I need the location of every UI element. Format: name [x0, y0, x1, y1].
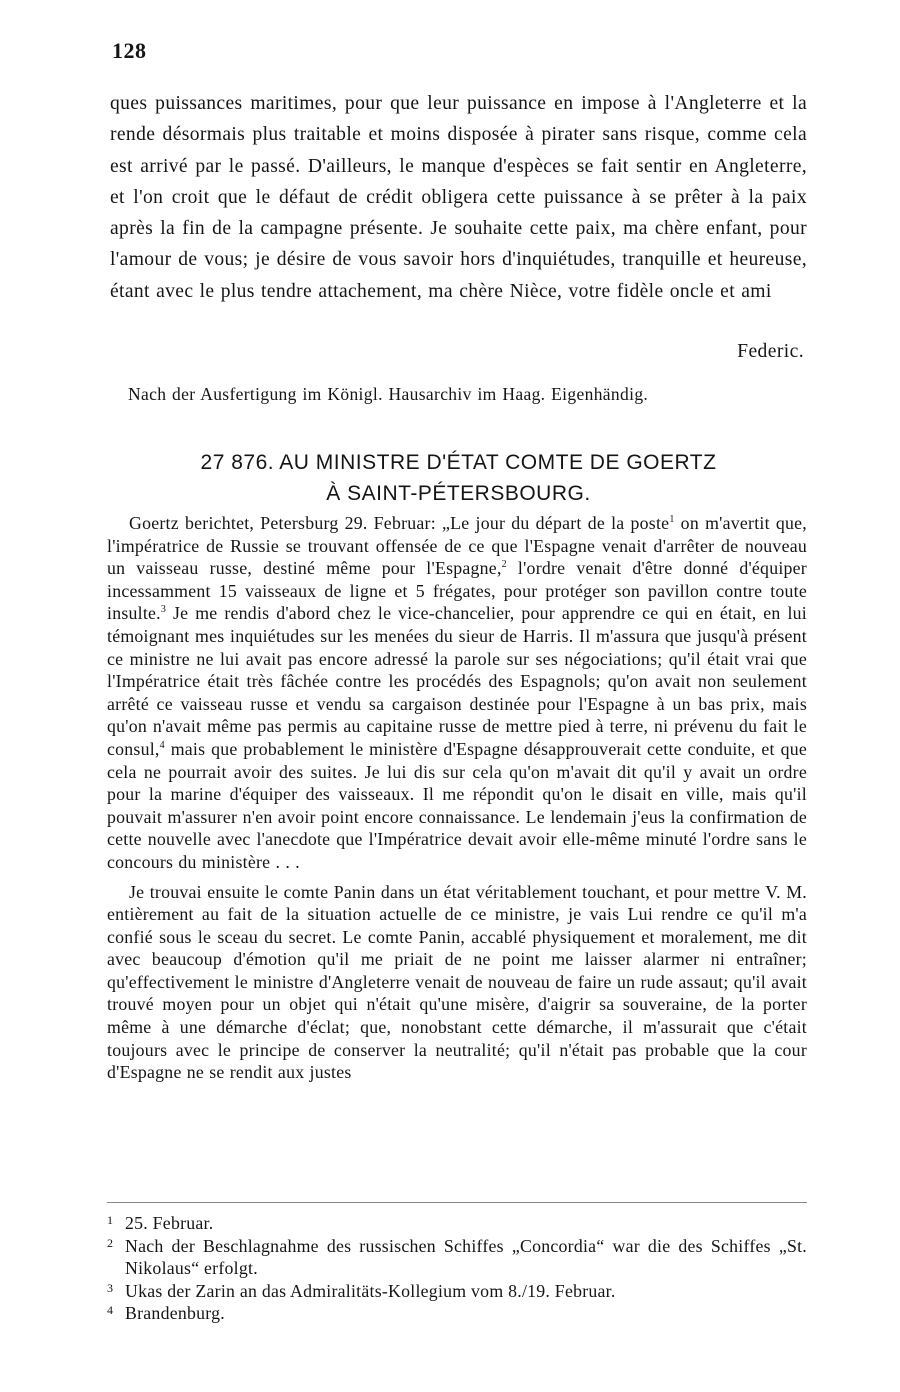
footnote-item — [107, 1212, 807, 1235]
report-p1-part-e: mais que probablement le ministère d'Espagne désapprouverait cette conduite, et que cela ne pourrait avoir des suites. Je lui dis sur cela qu'on m'avait dit qu'il y avait un ordre pour la marine d'équiper des vaisseaux. Il me répondit qu'on le disait en ville, mais qu'il pouvait m'assurer n'en avoir point encore connaissance. Le lendemain j'eus la confirmation de cette nouvelle avec l'anecdote que l'Impératrice devait avoir elle-même minuté l'ordre sans le concours du ministère . . . — [107, 738, 807, 872]
report-paragraph-2: Je trouvai ensuite le comte Panin dans un état véritablement touchant, et pour mettre V. M. entièrement au fait de la situation actuelle de ce ministre, je vais Lui rendre ce qu'il m'a confié sous le sceau du secret. Le comte Panin, accablé physiquement et moralement, me dit avec beaucoup d'émotion qu'il me priait de ne point me laisser alarmer ni entraîner; qu'effectivement le ministre d'Angleterre venait de nouveau de faire un rude assaut; qu'il avait trouvé moyen pour un objet qui n'était qu'une misère, d'aigrir sa souveraine, de la porter même à une démarche d'éclat; que, nonobstant cette démarche, il m'assurait que c'était toujours avec le principe de conserver la neutralité; qu'il n'était pas probable que la cour d'Espagne ne se rendit aux justes — [107, 881, 807, 1083]
footnote-marker-4: 4 — [159, 740, 165, 752]
footnotes — [107, 1212, 807, 1325]
report-p1-part-d: Je me rendis d'abord chez le vice-chancelier, pour apprendre ce qui en était, en lui témoignant mes inquiétudes sur les menées du sieur de Harris. Il m'assura que jusqu'à présent ce ministre ne lui avait pas encore adressé la parole sur ses négociations; qu'il était vrai que l'Impératrice était très fâchée contre les procédés des Espagnols; qu'on avait non seulement arrêté ce vaisseau russe et vendu sa cargaison destinée pour l'Espagne à un bas prix, mais qu'on n'avait même pas permis au capitaine russe de mettre pied à terre, ni prévenu du fait le consul, — [107, 603, 807, 759]
footnote-item — [107, 1302, 807, 1325]
footnote-text: 25. Februar. — [125, 1213, 214, 1233]
letter-body-text: ques puissances maritimes, pour que leur puissance en impose à l'Angleterre et la rende désormais plus traitable et moins disposée à pirater sans risque, comme cela est arrivé par le passé. D'ailleurs, le manque d'espèces se fait sentir en Angleterre, et l'on croit que le défaut de crédit obligera cette puissance à se prêter à la paix après la fin de la campagne présente. Je souhaite cette paix, ma chère enfant, pour l'amour de vous; je désire de vous savoir hors d'inquiétudes, tranquille et heureuse, étant avec le plus tendre attachement, ma chère Nièce, votre fidèle oncle et ami — [110, 93, 807, 302]
footnote-item — [107, 1280, 807, 1303]
footnote-text: Brandenburg. — [125, 1303, 225, 1324]
report-p1-part-c: l'ordre venait d'être donné d'équiper incessamment 15 vaisseaux de ligne et 5 frégates, pour protéger son pavillon contre toute insulte. — [107, 558, 807, 624]
footnote-number: 3 — [107, 1280, 114, 1295]
footnote-text: Ukas der Zarin an das Admiralitäts-Kollegium vom 8./19. Februar. — [125, 1280, 616, 1301]
footnote-divider — [107, 1202, 807, 1203]
footnote-number: 2 — [107, 1235, 114, 1250]
heading-line-2: À SAINT-PÉTERSBOURG. — [326, 482, 591, 505]
footnote-marker-2: 2 — [501, 559, 507, 571]
document-heading — [110, 447, 807, 509]
footnote-text: Nach der Beschlagnahme des russischen Schiffes „Concordia“ war die des Schiffes „St. Nikolaus“ erfolgt. — [125, 1235, 807, 1279]
letter-signature: Federic. — [737, 341, 804, 362]
report-p1-part-a: Goertz berichtet, Petersburg 29. Februar: „Le jour du départ de la poste — [129, 513, 670, 533]
footnote-number: 4 — [107, 1303, 114, 1318]
report-p1-part-b: on m'avertit que, l'impératrice de Russie se trouvant offensée de ce que l'Espagne venait d'arrêter de nouveau un vaisseau russe, destiné même pour l'Espagne, — [107, 513, 807, 579]
footnote-number: 1 — [107, 1213, 114, 1227]
heading-line-1: 27 876. AU MINISTRE D'ÉTAT COMTE DE GOERTZ — [200, 451, 717, 474]
report-body — [107, 512, 807, 1084]
footnote-item — [107, 1235, 807, 1280]
footnote-marker-3: 3 — [160, 604, 167, 616]
page-number: 128 — [112, 38, 147, 63]
footnote-marker-1: 1 — [669, 514, 675, 526]
source-note: Nach der Ausfertigung im Königl. Hausarchiv im Haag. Eigenhändig. — [128, 384, 649, 404]
report-paragraph-1 — [107, 512, 807, 874]
